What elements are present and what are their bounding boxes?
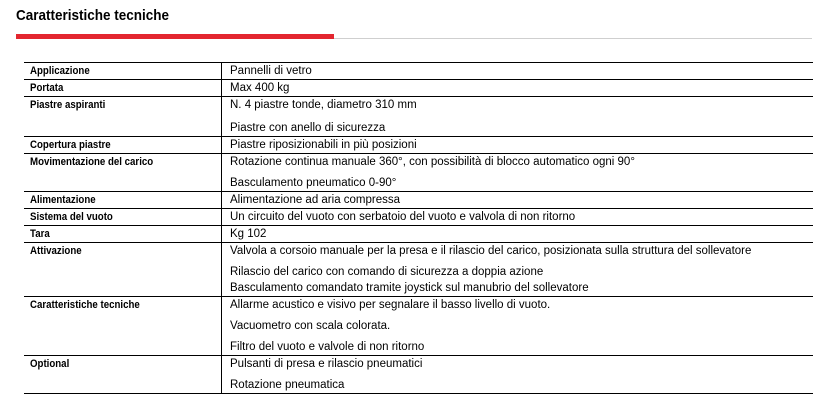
spec-value: Alimentazione ad aria compressa [230, 194, 401, 206]
spec-value: Pannelli di vetro [230, 65, 312, 77]
spec-label: Applicazione [24, 63, 222, 79]
spec-row-movimentazione [24, 154, 813, 192]
spec-value: Basculamento comandato tramite joystick sul manubrio del sollevatore [230, 282, 589, 294]
spec-value: Filtro del vuoto e valvole di non ritorno [230, 341, 425, 353]
spec-label: Attivazione [24, 243, 222, 296]
specs-table [24, 62, 813, 394]
spec-value: Allarme acustico e visivo per segnalare il basso livello di vuoto. [230, 299, 551, 311]
spec-value: Valvola a corsoio manuale per la presa e il rilascio del carico, posizionata sulla struttura del sollevatore [230, 245, 752, 257]
spec-label: Copertura piastre [24, 137, 222, 153]
spec-row-piastre-aspiranti [24, 97, 813, 137]
spec-value: Rilascio del carico con comando di sicurezza a doppia azione [230, 266, 544, 278]
spec-value: Max 400 kg [230, 82, 290, 94]
spec-row-alimentazione [24, 192, 813, 209]
spec-value: Vacuometro con scala colorata. [230, 320, 391, 332]
spec-label: Tara [24, 226, 222, 242]
spec-value: Piastre riposizionabili in più posizioni [230, 139, 417, 151]
title-divider [334, 38, 812, 39]
spec-value: N. 4 piastre tonde, diametro 310 mm [230, 99, 417, 111]
spec-row-attivazione [24, 243, 813, 297]
spec-value: Kg 102 [230, 228, 267, 240]
spec-row-copertura-piastre [24, 137, 813, 154]
spec-label: Movimentazione del carico [24, 154, 222, 191]
spec-label: Optional [24, 356, 222, 393]
spec-value: Piastre con anello di sicurezza [230, 122, 386, 134]
spec-label: Portata [24, 80, 222, 96]
spec-value: Rotazione continua manuale 360°, con possibilità di blocco automatico ogni 90° [230, 156, 635, 168]
title-accent-bar [16, 34, 334, 39]
spec-row-tara [24, 226, 813, 243]
spec-value: Pulsanti di presa e rilascio pneumatici [230, 358, 423, 370]
section-title: Caratteristiche tecniche [16, 7, 170, 24]
spec-row-caratteristiche [24, 297, 813, 356]
spec-value: Un circuito del vuoto con serbatoio del vuoto e valvola di non ritorno [230, 211, 576, 223]
spec-label: Caratteristiche tecniche [24, 297, 222, 355]
spec-row-sistema-vuoto [24, 209, 813, 226]
spec-row-applicazione [24, 62, 813, 80]
spec-label: Sistema del vuoto [24, 209, 222, 225]
spec-row-portata [24, 80, 813, 97]
spec-value: Basculamento pneumatico 0-90° [230, 177, 397, 189]
spec-label: Alimentazione [24, 192, 222, 208]
spec-row-optional [24, 356, 813, 394]
spec-value: Rotazione pneumatica [230, 379, 345, 391]
spec-label: Piastre aspiranti [24, 97, 222, 136]
